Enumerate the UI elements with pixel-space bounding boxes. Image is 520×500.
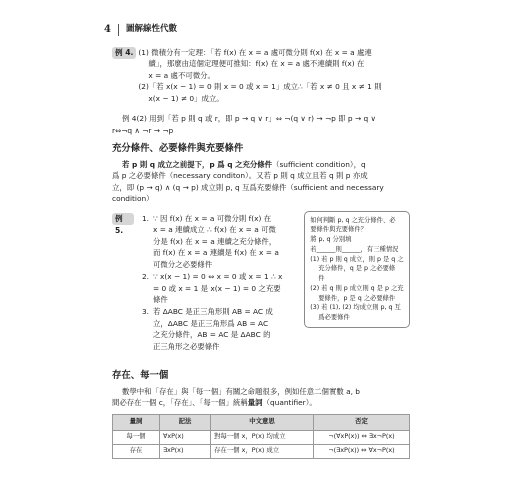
tip-case-1-cont: 件 [318,275,325,283]
tip-case-1-cont: 充分條件，q 是 p 之必要條 [318,265,396,273]
conditions-line4: condition） [112,194,154,204]
table-row [113,430,410,444]
conditions-line3: 立，即 (p → q) ∧ (q → p) 成立則 p, q 互爲充要條件（sufficient and necessary [112,182,384,192]
example-5-item-line: 條件 [152,295,168,305]
tip-case-1: (1) 若 p 則 q 成立，則 p 是 q 之 [310,255,404,263]
tip-case-3-cont: 爲必要條件 [318,314,350,322]
example-5-item-line: 而 f(x) 在 x = a 連續是 f(x) 在 x = a [152,248,279,258]
quantifier-line2-post: （quantifier）。 [262,398,317,408]
example-5-items [142,213,298,354]
quantifier-table [112,414,410,459]
tip-line: 要條件與充要條件？ [310,226,367,234]
table-header: 量詞 [113,414,160,430]
table-cell: 存在一個 x，P(x) 成立 [211,444,314,458]
section-title-conditions: 充分條件、必要條件與充要條件 [112,143,244,155]
example-5-item-line: 可微分之必要條件 [152,259,213,269]
tip-case-2-cont: 要條件，p 是 q 之必要條件 [318,294,396,302]
table-cell: ¬(∃xP(x)) ⇔ ∀x¬P(x) [314,444,410,458]
conditions-rest1: （sufficient condition），q [272,159,366,169]
example-4-part2-line2: x(x − 1) ≠ 0」成立。 [148,93,224,103]
example-4 [112,47,410,104]
section-quantifiers [112,369,410,459]
table-cell: ∀xP(x) [160,430,211,444]
example-4-part1-line1: (1) 微積分有一定理：「若 f(x) 在 x = a 處可微分則 f(x) 在 x = a 處連 [138,48,372,57]
proof-note-line1: 例 4(2) 用到「若 p 則 q 或 r，即 p → q ∨ r」⇔ ¬(q ∨ r) → ¬p 即 p → q ∨ [122,114,376,124]
conditions-paragraph [112,159,410,170]
example-5 [112,213,410,354]
table-header-row [113,414,410,430]
example-5-label: 例 5. [112,213,134,225]
example-5-item [142,306,298,352]
table-cell: 存在 [113,444,160,458]
table-cell: ∃xP(x) [160,444,211,458]
example-5-item-number: 1. [141,213,150,223]
tip-case-2: (2) 若 q 則 p 成立則 q 是 p 之充 [310,284,404,292]
example-4-part1-line2: 續」，那麼由這個定理便可推知：f(x) 在 x = a 處不連續則 f(x) 在 [148,59,365,69]
example-5-item-line: 若 ΔABC 是正三角形則 AB = AC 成 [152,307,273,317]
example-5-item-line: ∵ x(x − 1) = 0 ⇔ x = 0 或 x = 1 ∴ x [152,272,283,282]
quantifier-line2-pre: 間必存在一個 c，「存在」、「每一個」統稱 [112,398,248,408]
table-header: 否定 [314,414,410,430]
tip-line: 若______則______，有三種情況 [310,245,399,253]
quantifier-term: 量詞 [247,398,263,408]
quantifier-line1: 數學中和「存在」與「每一個」有關之命題很多，例如任意二個實數 a, b [122,386,360,396]
tip-line: 如何判斷 p, q 之充分條件、必 [310,216,396,224]
conditions-lead: 若 p 則 q 成立之前提下，p 爲 q 之充分條件 [122,159,273,169]
page-content [112,47,410,459]
table-cell: 每一個 [113,430,160,444]
section-title-quantifiers: 存在、每一個 [112,370,169,382]
table-header: 記法 [160,414,211,430]
header-divider [118,24,119,36]
quantifier-line2 [112,397,410,408]
example-5-item [142,213,298,270]
page-header [104,22,177,38]
example-4-label: 例 4. [112,47,136,59]
table-cell: ¬(∀xP(x)) ⇔ ∃x¬P(x) [314,430,410,444]
example-4-part1-line3: x = a 處不可微分。 [148,70,215,80]
table-row [113,444,410,458]
example-5-item-line: ∵ 因 f(x) 在 x = a 可微分則 f(x) 在 [152,213,272,223]
example-5-item-line: = 0 或 x = 1 是 x(x − 1) = 0 之充要 [152,283,281,293]
table-header: 中文意思 [211,414,314,430]
example-5-item [142,271,298,305]
example-5-item-number: 2. [141,272,150,282]
table-cell: 對每一個 x，P(x) 均成立 [211,430,314,444]
tip-box [304,211,410,328]
tip-case-3: (3) 若 (1), (2) 均成立則 p, q 互 [310,304,401,312]
example-5-item-line: 之充分條件，AB = AC 是 ΔABC 的 [152,330,271,340]
conditions-line2: 爲 p 之必要條件（necessary conditon）。又若 p 則 q 成立且若 q 則 p 亦成 [112,171,368,181]
example-5-item-line: 正三角形之必要條件 [152,341,220,351]
example-4-part2-line1: (2)「若 x(x − 1) = 0 則 x = 0 或 x = 1」成立∴「若 x ≠ 0 且 x ≠ 1 則 [138,82,382,92]
example-5-item-number: 3. [141,307,150,317]
example-5-item-line: 立，ΔABC 是正三角形爲 AB = AC [152,318,269,328]
tip-line: 將 p, q 分別填 [310,236,352,244]
book-title: 圖解線性代數 [125,24,177,35]
proof-note-line2: r⇔¬q ∧ ¬r → ¬p [112,125,174,135]
example-5-item-line: 分是 f(x) 在 x = a 連續之充分條件， [152,236,277,246]
example-5-item-line: x = a 連續成立 ∴ f(x) 在 x = a 可微 [152,225,276,235]
page-number: 4 [104,24,111,35]
